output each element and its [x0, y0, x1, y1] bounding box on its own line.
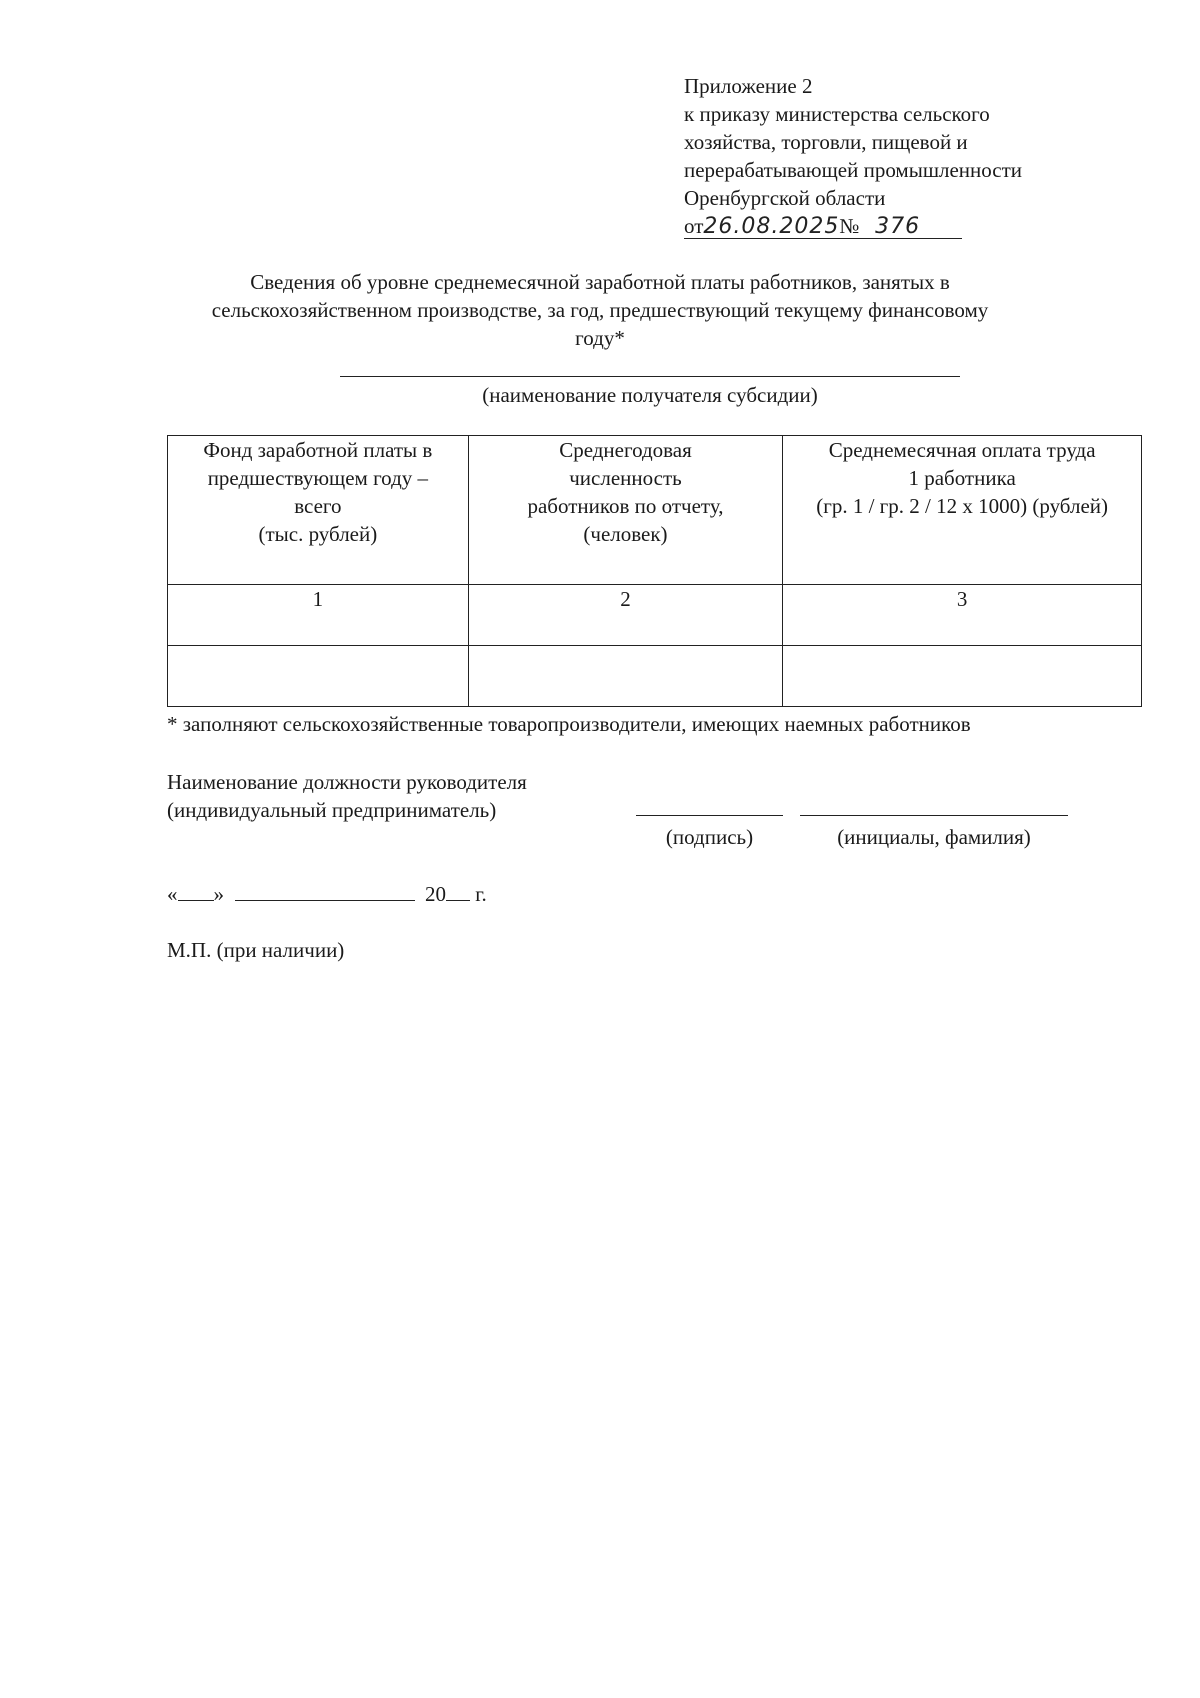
title-line: сельскохозяйственном производстве, за год, предшествующий текущему финансовому: [211, 298, 989, 322]
date-open-quote: «: [167, 882, 178, 906]
year-suffix: г.: [475, 882, 487, 906]
data-cell-monthly-pay[interactable]: [783, 646, 1142, 707]
signature-line[interactable]: [636, 815, 783, 816]
appendix-line: перерабатывающей промышленности: [684, 158, 1023, 182]
appendix-block: [684, 72, 1022, 241]
appendix-line: к приказу министерства сельского: [684, 102, 990, 126]
month-blank[interactable]: [235, 880, 415, 901]
title-line: Сведения об уровне среднемесячной заработной платы работников, занятых в: [250, 270, 950, 294]
order-prefix: от: [684, 214, 704, 238]
recipient-name-line[interactable]: [340, 376, 960, 377]
date-line: [167, 880, 487, 908]
stamp-note: М.П. (при наличии): [167, 938, 345, 962]
order-number-handwritten: 376: [875, 214, 921, 239]
header-cell-headcount: Среднегодовая численность работников по отчету, (человек): [468, 436, 783, 585]
year-prefix: 20: [425, 882, 446, 906]
recipient-caption: (наименование получателя субсидии): [482, 383, 818, 407]
table-data-row: [168, 646, 1142, 707]
order-date-line: [684, 212, 1022, 241]
name-caption: (инициалы, фамилия): [837, 825, 1031, 849]
position-label: Наименование должности руководителя: [167, 770, 527, 794]
year-blank[interactable]: [446, 880, 470, 901]
order-underline: [684, 238, 962, 239]
data-cell-headcount[interactable]: [468, 646, 783, 707]
title-line: году*: [575, 326, 625, 350]
data-cell-wage-fund[interactable]: [168, 646, 469, 707]
header-cell-wage-fund: Фонд заработной платы в предшествующем году – всего (тыс. рублей): [168, 436, 469, 585]
position-sublabel: (индивидуальный предприниматель): [167, 798, 497, 822]
order-date-handwritten: 26.08.2025: [703, 214, 840, 239]
signature-caption: (подпись): [665, 825, 754, 849]
appendix-line: Оренбургской области: [684, 186, 886, 210]
column-number-cell: 1: [168, 585, 469, 646]
table-column-number-row: [168, 585, 1142, 646]
order-number-label: №: [839, 214, 860, 238]
footnote: * заполняют сельскохозяйственные товаропроизводители, имеющих наемных работников: [167, 712, 971, 736]
appendix-line: хозяйства, торговли, пищевой и: [684, 130, 968, 154]
table-header-row: [168, 436, 1142, 585]
date-close-quote: »: [213, 882, 224, 906]
column-number-cell: 3: [783, 585, 1142, 646]
day-blank[interactable]: [178, 880, 214, 901]
column-number-cell: 2: [468, 585, 783, 646]
name-line[interactable]: [800, 815, 1068, 816]
salary-table: [167, 435, 1142, 707]
header-cell-monthly-pay: Среднемесячная оплата труда 1 работника (гр. 1 / гр. 2 / 12 х 1000) (рублей): [783, 436, 1142, 585]
document-title: [170, 268, 1030, 352]
appendix-title: Приложение 2: [684, 74, 813, 98]
